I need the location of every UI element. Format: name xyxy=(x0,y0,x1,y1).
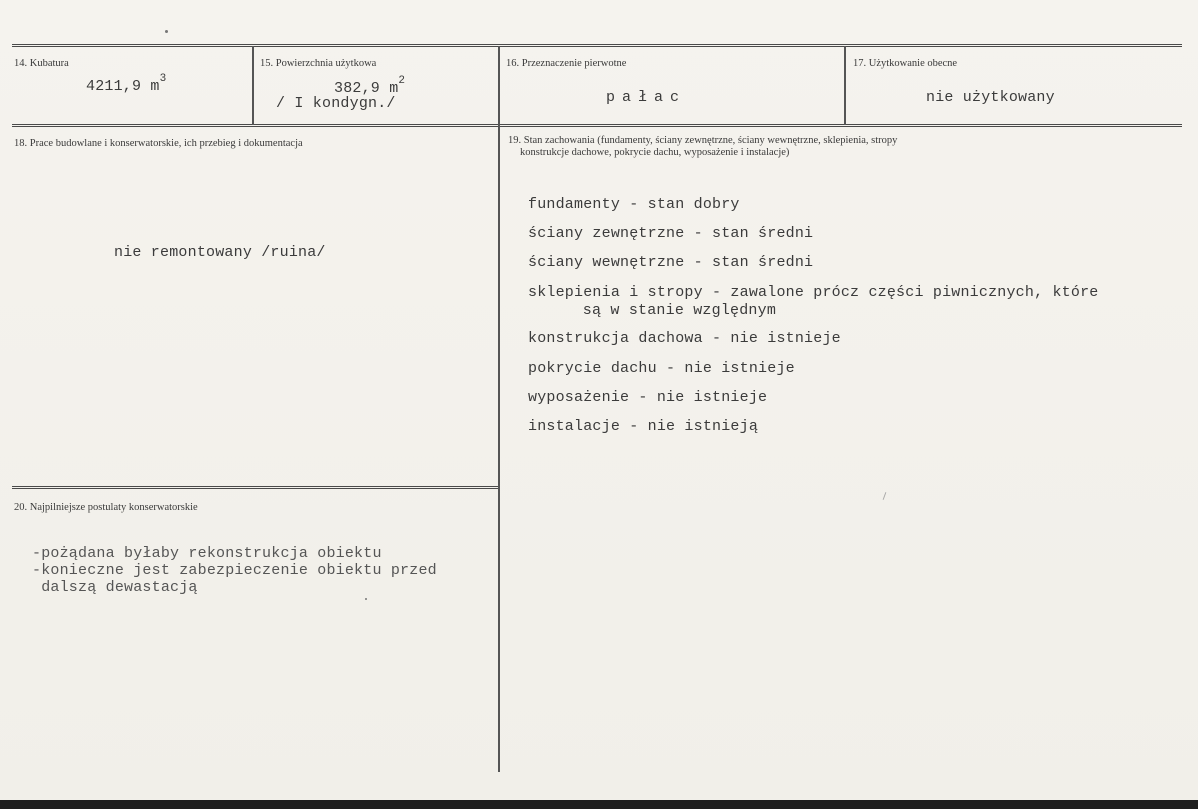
field-18-label: 18. Prace budowlane i konserwatorskie, ich przebieg i dokumentacja xyxy=(14,138,303,149)
field-15-number: 382,9 m xyxy=(334,80,399,97)
field-15-unit-exponent: 2 xyxy=(398,75,406,87)
field-18-value: nie remontowany /ruina/ xyxy=(114,244,326,261)
paper-speck xyxy=(165,30,168,33)
condition-item: ściany zewnętrzne - stan średni xyxy=(528,225,814,242)
scan-bottom-edge xyxy=(0,800,1198,809)
paper-speck xyxy=(883,492,887,500)
field-19-label-line-1: 19. Stan zachowania (fundamenty, ściany zewnętrzne, ściany wewnętrzne, sklepienia, stropy xyxy=(508,135,898,146)
field-14-number: 4211,9 m xyxy=(86,78,160,95)
postulate-line: -pożądana byłaby rekonstrukcja obiektu xyxy=(32,545,382,562)
rule-top xyxy=(12,44,1182,47)
condition-item-continuation: są w stanie względnym xyxy=(546,302,777,319)
field-15-note: / I kondygn./ xyxy=(276,95,396,112)
postulate-line: -konieczne jest zabezpieczenie obiektu przed xyxy=(32,562,437,579)
field-15-label: 15. Powierzchnia użytkowa xyxy=(260,58,377,69)
postulate-line: dalszą dewastacją xyxy=(32,579,198,596)
rule-under-row1 xyxy=(12,124,1182,127)
field-19-label-line-2: konstrukcje dachowe, pokrycie dachu, wyposażenie i instalacje) xyxy=(520,147,790,158)
condition-item: pokrycie dachu - nie istnieje xyxy=(528,360,795,377)
field-14-unit-exponent: 3 xyxy=(159,73,167,85)
divider-14-15 xyxy=(252,46,254,125)
divider-16-17 xyxy=(844,46,846,125)
condition-item: konstrukcja dachowa - nie istnieje xyxy=(528,330,841,347)
field-14-value xyxy=(86,73,167,95)
condition-item: fundamenty - stan dobry xyxy=(528,196,740,213)
field-16-value: pałac xyxy=(606,89,687,106)
condition-item: wyposażenie - nie istnieje xyxy=(528,389,768,406)
divider-main xyxy=(498,46,500,772)
field-17-value: nie użytkowany xyxy=(926,89,1055,106)
condition-item: sklepienia i stropy - zawalone prócz części piwnicznych, które xyxy=(528,284,1099,301)
condition-item: ściany wewnętrzne - stan średni xyxy=(528,254,814,271)
condition-item: instalacje - nie istnieją xyxy=(528,418,759,435)
paper-speck xyxy=(365,598,367,600)
field-17-label: 17. Użytkowanie obecne xyxy=(853,58,958,69)
field-16-label: 16. Przeznaczenie pierwotne xyxy=(506,58,627,69)
rule-above-field-20 xyxy=(12,486,498,489)
field-20-label: 20. Najpilniejsze postulaty konserwatorskie xyxy=(14,502,198,513)
field-14-label: 14. Kubatura xyxy=(14,58,69,69)
